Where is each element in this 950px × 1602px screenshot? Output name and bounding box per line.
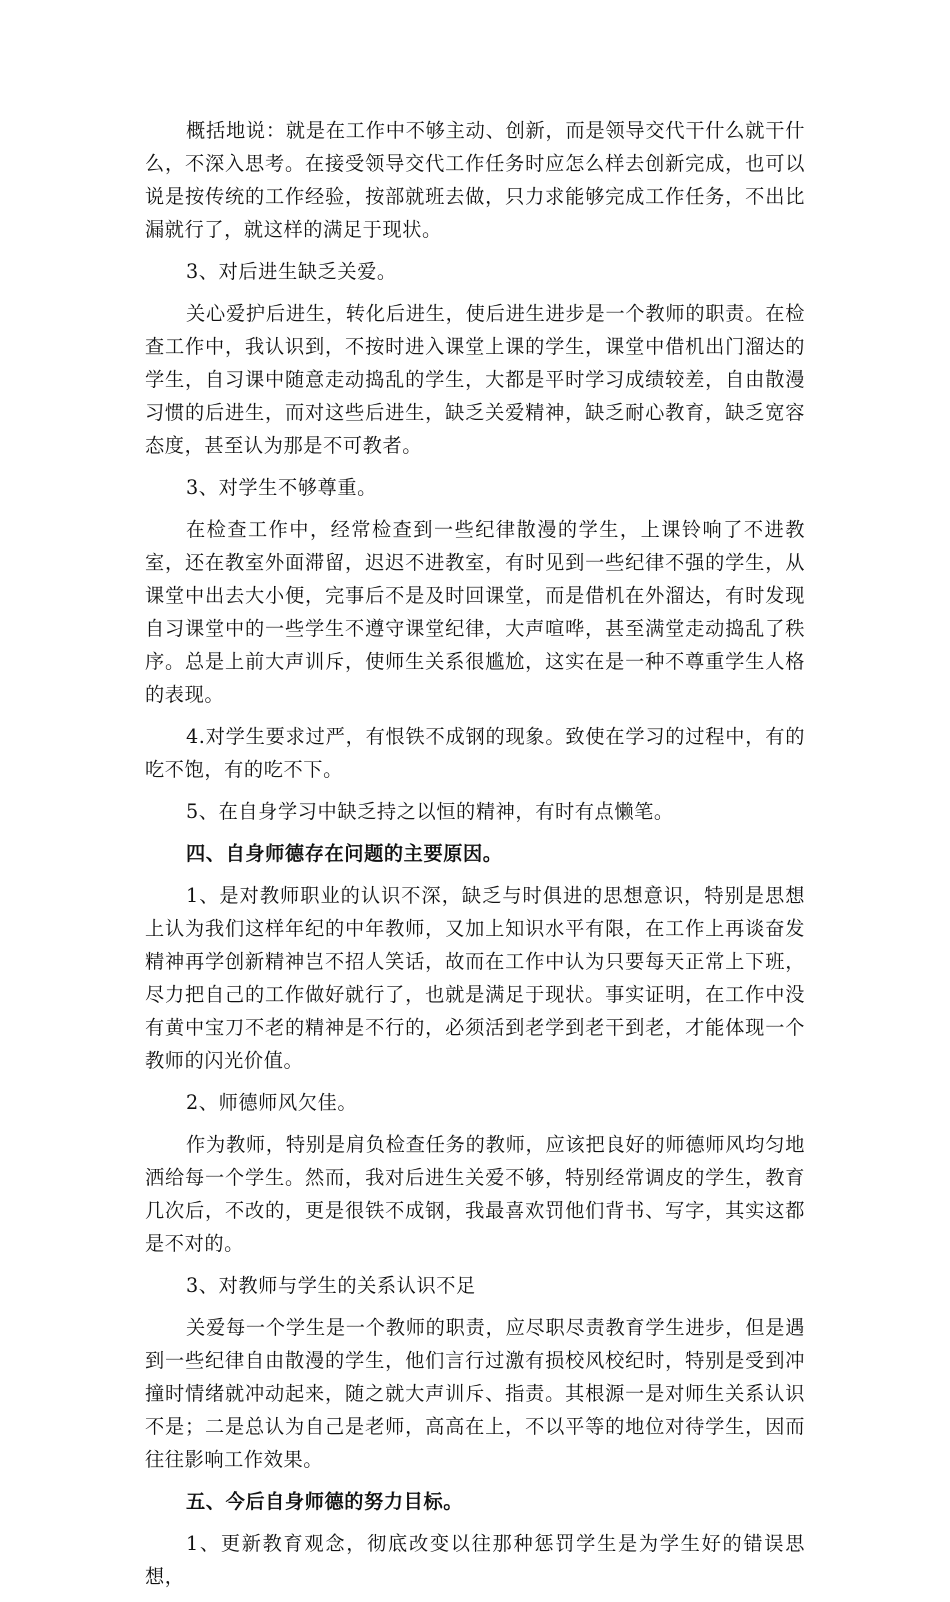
paragraph: 4.对学生要求过严，有恨铁不成钢的现象。致使在学习的过程中，有的吃不饱，有的吃不下。 [145,725,805,781]
paragraph: 关爱每一个学生是一个教师的职责，应尽职尽责教育学生进步，但是遇到一些纪律自由散漫的学生，他们言行过激有损校风校纪时，特别是受到冲撞时情绪就冲动起来，随之就大声训斥、指责。其根源一是对师生关系认识不是；二是总认为自己是老师，高高在上，不以平等的地位对待学生，因而往往影响工作效果。 [145,1316,805,1471]
document-body [145,114,805,1602]
paragraph: 3、对教师与学生的关系认识不足 [186,1274,476,1297]
paragraph: 在检查工作中，经常检查到一些纪律散漫的学生，上课铃响了不进教室，还在教室外面滞留，迟迟不进教室，有时见到一些纪律不强的学生，从课堂中出去大小便，完事后不是及时回课堂，而是借机在外溜达，有时发现自习课堂中的一些学生不遵守课堂纪律，大声喧哗，甚至满堂走动捣乱了秩序。总是上前大声训斥，使师生关系很尴尬，这实在是一种不尊重学生人格的表现。 [145,518,805,706]
paragraph: 作为教师，特别是肩负检查任务的教师，应该把良好的师德师风均匀地洒给每一个学生。然而，我对后进生关爱不够，特别经常调皮的学生，教育几次后，不改的，更是很铁不成钢，我最喜欢罚他们背书、写字，其实这都是不对的。 [145,1133,805,1255]
section-heading: 五、今后自身师德的努力目标。 [186,1490,464,1513]
paragraph: 1、更新教育观念，彻底改变以往那种惩罚学生是为学生好的错误思想， [145,1532,805,1588]
paragraph: 2、师德师风欠佳。 [186,1091,358,1114]
paragraph: 5、在自身学习中缺乏持之以恒的精神，有时有点懒笔。 [186,800,674,823]
paragraph: 关心爱护后进生，转化后进生，使后进生进步是一个教师的职责。在检查工作中，我认识到，不按时进入课堂上课的学生，课堂中借机出门溜达的学生，自习课中随意走动捣乱的学生，大都是平时学习成绩较差，自由散漫习惯的后进生，而对这些后进生，缺乏关爱精神，缺乏耐心教育，缺乏宽容态度，甚至认为那是不可教者。 [145,302,805,457]
paragraph: 概括地说：就是在工作中不够主动、创新，而是领导交代干什么就干什么，不深入思考。在接受领导交代工作任务时应怎么样去创新完成，也可以说是按传统的工作经验，按部就班去做，只力求能够完成工作任务，不出比漏就行了，就这样的满足于现状。 [145,119,805,241]
section-heading: 四、自身师德存在问题的主要原因。 [186,842,503,865]
paragraph: 3、对后进生缺乏关爱。 [186,260,397,283]
paragraph: 1、是对教师职业的认识不深，缺乏与时俱进的思想意识，特别是思想上认为我们这样年纪的中年教师，又加上知识水平有限，在工作上再谈奋发精神再学创新精神岂不招人笑话，故而在工作中认为只要每天正常上下班，尽力把自己的工作做好就行了，也就是满足于现状。事实证明，在工作中没有黄中宝刀不老的精神是不行的，必须活到老学到老干到老，才能体现一个教师的闪光价值。 [145,884,805,1072]
paragraph: 3、对学生不够尊重。 [186,476,377,499]
